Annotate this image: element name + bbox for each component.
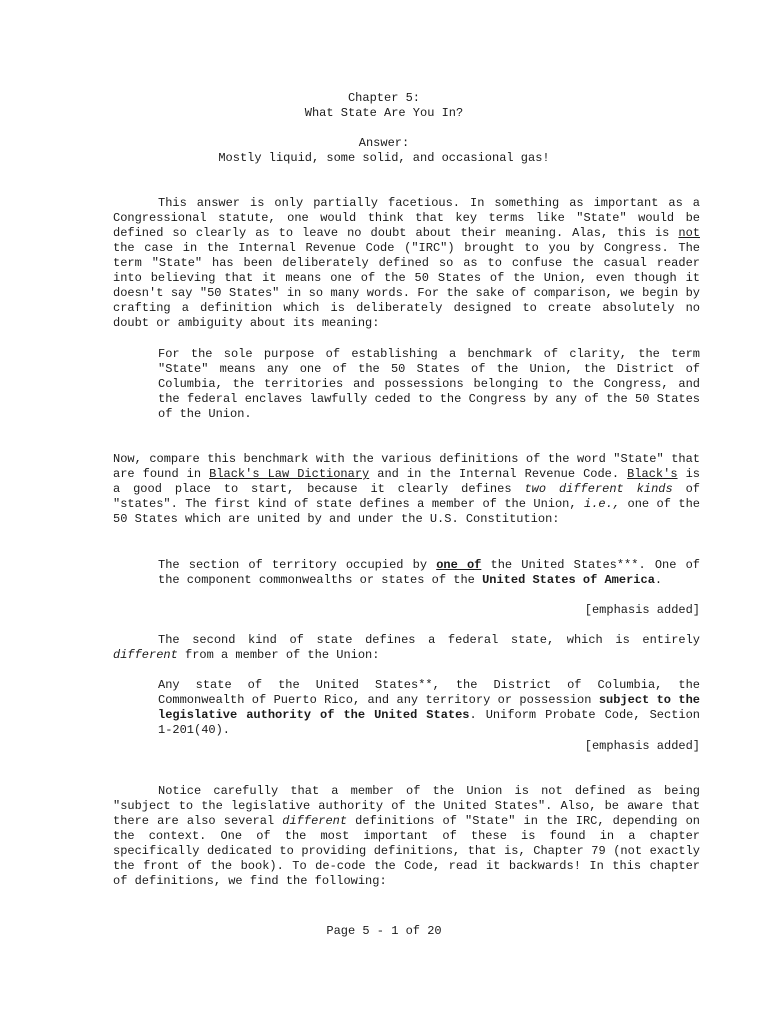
paragraph-4: Notice carefully that a member of the Union is not defined as being "subject to the legislative authority of the United States". Also, be aware that there are also several different definitions of "State" in the IRC, depending on the context. One of the most important of these is found in a chapter specifically dedicated to providing definitions, that is, Chapter 79 (not exactly the front of the book). To de-code the Code, read it backwards! In this chapter of definitions, we find the following: [113,784,700,888]
quote-state-definition-2: Any state of the United States**, the District of Columbia, the Commonwealth of Puerto Rico, and any territory or possession subject to the legislative authority of the United States. Uniform Probate Code, Section 1-201(40). [158,678,700,737]
quote-benchmark: For the sole purpose of establishing a benchmark of clarity, the term "State" means any one of the 50 States of the Union, the District of Columbia, the territories and possessions belonging to the Congress, and the federal enclaves lawfully ceded to the Congress by any of the 50 States of the Union. [158,347,700,421]
paragraph-2: Now, compare this benchmark with the various definitions of the word "State" that are found in Black's Law Dictionary and in the Internal Revenue Code. Black's is a good place to start, because it clearly defines two different kinds of "states". The first kind of state defines a member of the Union, i.e., one of the 50 States which are united by and under the U.S. Constitution: [113,452,700,526]
blacks-law-reference: Black's Law Dictionary [209,467,370,481]
answer-text: Mostly liquid, some solid, and occasional gas! [218,151,550,165]
paragraph-3: The second kind of state defines a federal state, which is entirely different from a member of the Union: [113,633,700,662]
emphasis-note-2: [emphasis added] [584,739,700,753]
page-footer: Page 5 - 1 of 20 [326,924,442,938]
chapter-title: What State Are You In? [304,106,464,120]
quote-state-definition-1: The section of territory occupied by one of the United States***. One of the component commonwealths or states of the United States of America. [158,558,700,587]
emphasis-note-1: [emphasis added] [584,603,700,617]
blacks-reference: Black's [627,467,678,481]
paragraph-1: This answer is only partially facetious. In something as important as a Congressional statute, one would think that key terms like "State" would be defined so clearly as to leave no doubt about their meaning. Alas, this is not the case in the Internal Revenue Code ("IRC") brought to you by Congress. The term "State" has been deliberately defined so as to confuse the casual reader into believing that it means one of the 50 States of the Union, even though it doesn't say "50 States" in so many words. For the sake of comparison, we begin by crafting a definition which is deliberately designed to create absolutely no doubt or ambiguity about its meaning: [113,196,700,330]
answer-label: Answer: [358,136,410,150]
emphasis-not: not [678,226,700,240]
chapter-label: Chapter 5: [347,91,420,105]
